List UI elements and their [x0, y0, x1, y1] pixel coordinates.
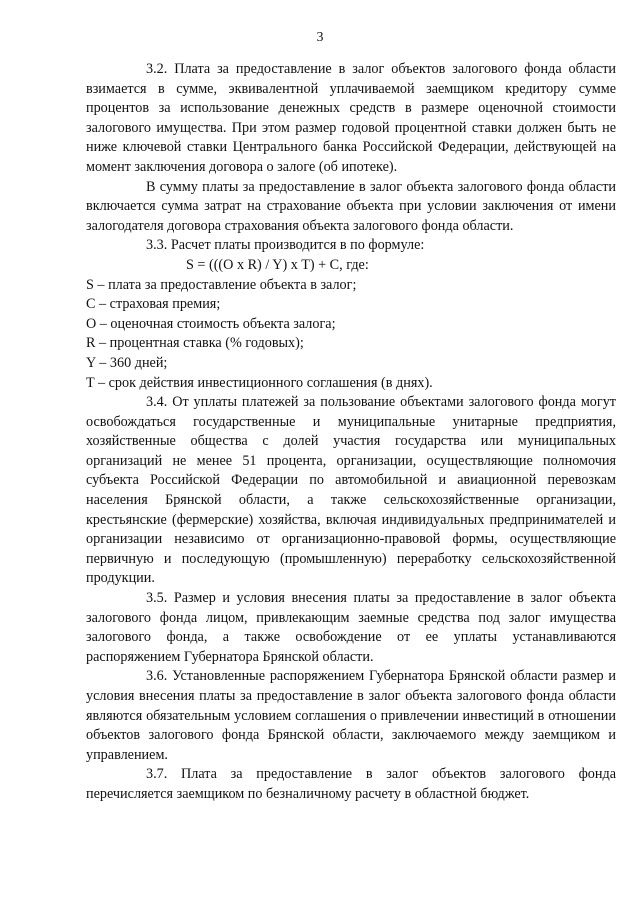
page-number: 3	[316, 30, 324, 45]
formula-definitions	[86, 276, 616, 394]
fee-formula: S = (((O x R) / Y) x T) + C, где:	[186, 256, 369, 273]
definition-s: S – плата за предоставление объекта в залог;	[86, 276, 357, 293]
paragraph-3-7: 3.7. Плата за предоставление в залог объектов залогового фонда перечисляется заемщиком по безналичному расчету в областной бюджет.	[86, 766, 616, 802]
paragraph-3-3: 3.3. Расчет платы производится в по формуле:	[146, 237, 425, 254]
definition-t: T – срок действия инвестиционного соглашения (в днях).	[86, 374, 433, 391]
paragraph-3-5: 3.5. Размер и условия внесения платы за предоставление в залог объекта залогового фонда лицом, привлекающим заемные средства под залог имущества залогового фонда, а также освобождение от ее уплаты устанавливаются распоряжением Губернатора Брянской области.	[86, 590, 616, 665]
paragraph-3-6: 3.6. Установленные распоряжением Губернатора Брянской области размер и условия внесения платы за предоставление в залог объекта залогового фонда области являются обязательным условием соглашения о привлечении инвестиций в отношении объектов залогового фонда Брянской области, заключаемого между заемщиком и управлением.	[86, 668, 616, 763]
paragraph-3-2-insurance: В сумму платы за предоставление в залог объекта залогового фонда области включается сумма затрат на страхование объекта при условии заключения от имени залогодателя договора страхования объекта залогового фонда области.	[86, 178, 616, 234]
paragraph-3-2: 3.2. Плата за предоставление в залог объектов залогового фонда области взимается в сумме, эквивалентной уплачиваемой заемщиком кредитору сумме процентов за использование денежных средств в размере оценочной стоимости залогового имущества. При этом размер годовой процентной ставки должен быть не ниже ключевой ставки Центрального банка Российской Федерации, действующей на момент заключения договора о залоге (об ипотеке).	[86, 61, 616, 175]
definition-r: R – процентная ставка (% годовых);	[86, 335, 304, 352]
definition-c: С – страховая премия;	[86, 296, 221, 313]
document-body	[86, 60, 616, 805]
definition-y: Y – 360 дней;	[86, 354, 168, 371]
paragraph-3-4: 3.4. От уплаты платежей за пользование объектами залогового фонда могут освобождаться государственные и муниципальные унитарные предприятия, хозяйственные общества с долей участия государства или муниципальных организаций не менее 51 процента, организации, осуществляющие полномочия субъекта Российской Федерации по автомобильной и авиационной перевозкам населения Брянской области, а также сельскохозяйственные организации, крестьянские (фермерские) хозяйства, включая индивидуальных предпринимателей и организации независимо от организационно-правовой формы, осуществляющие первичную и последующую (промышленную) переработку сельскохозяйственной продукции.	[86, 394, 616, 587]
definition-o: О – оценочная стоимость объекта залога;	[86, 315, 336, 332]
